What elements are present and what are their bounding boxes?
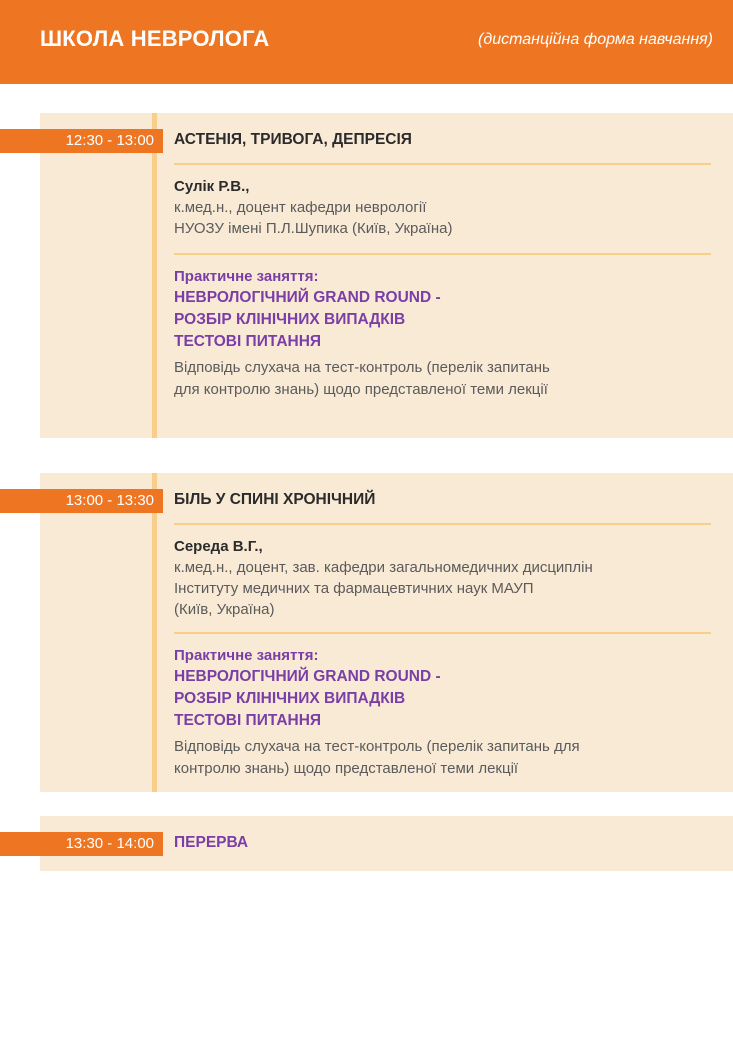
practical-label: Практичне заняття: — [174, 268, 319, 285]
practical-note: для контролю знань) щодо представленої теми лекції — [174, 381, 548, 398]
session-time: 13:00 - 13:30 — [0, 489, 163, 513]
speaker-name: Середа В.Г., — [174, 538, 263, 555]
practical-title: ТЕСТОВІ ПИТАННЯ — [174, 712, 322, 729]
session-time: 12:30 - 13:00 — [0, 129, 163, 153]
session-block — [40, 473, 733, 792]
practical-title: РОЗБІР КЛІНІЧНИХ ВИПАДКІВ — [174, 690, 406, 707]
divider — [152, 113, 157, 438]
break-time: 13:30 - 14:00 — [0, 832, 163, 856]
practical-title: НЕВРОЛОГІЧНИЙ GRAND ROUND - — [174, 289, 441, 306]
page-subtitle: (дистанційна форма навчання) — [478, 31, 713, 48]
session-title: БІЛЬ У СПИНІ ХРОНІЧНИЙ — [174, 491, 376, 508]
speaker-info: (Київ, Україна) — [174, 601, 275, 618]
page-header — [0, 0, 733, 84]
speaker-info: Інституту медичних та фармацевтичних наук МАУП — [174, 580, 534, 597]
page-title: ШКОЛА НЕВРОЛОГА — [40, 26, 270, 51]
session-block — [40, 113, 733, 438]
speaker-info: к.мед.н., доцент кафедри неврології — [174, 199, 427, 216]
practical-note: Відповідь слухача на тест-контроль (перелік запитань — [174, 359, 550, 376]
speaker-name: Сулік Р.В., — [174, 178, 250, 195]
practical-note: Відповідь слухача на тест-контроль (перелік запитань для — [174, 738, 580, 755]
practical-title: РОЗБІР КЛІНІЧНИХ ВИПАДКІВ — [174, 311, 406, 328]
speaker-info: к.мед.н., доцент, зав. кафедри загальномедичних дисциплін — [174, 559, 593, 576]
break-title: ПЕРЕРВА — [174, 834, 249, 851]
break-block — [40, 816, 733, 871]
divider — [152, 473, 157, 792]
practical-note: контролю знань) щодо представленої теми лекції — [174, 760, 519, 777]
practical-title: НЕВРОЛОГІЧНИЙ GRAND ROUND - — [174, 668, 441, 685]
speaker-info: НУОЗУ імені П.Л.Шупика (Київ, Україна) — [174, 220, 453, 237]
session-title: АСТЕНІЯ, ТРИВОГА, ДЕПРЕСІЯ — [174, 131, 412, 148]
practical-label: Практичне заняття: — [174, 647, 319, 664]
practical-title: ТЕСТОВІ ПИТАННЯ — [174, 333, 322, 350]
